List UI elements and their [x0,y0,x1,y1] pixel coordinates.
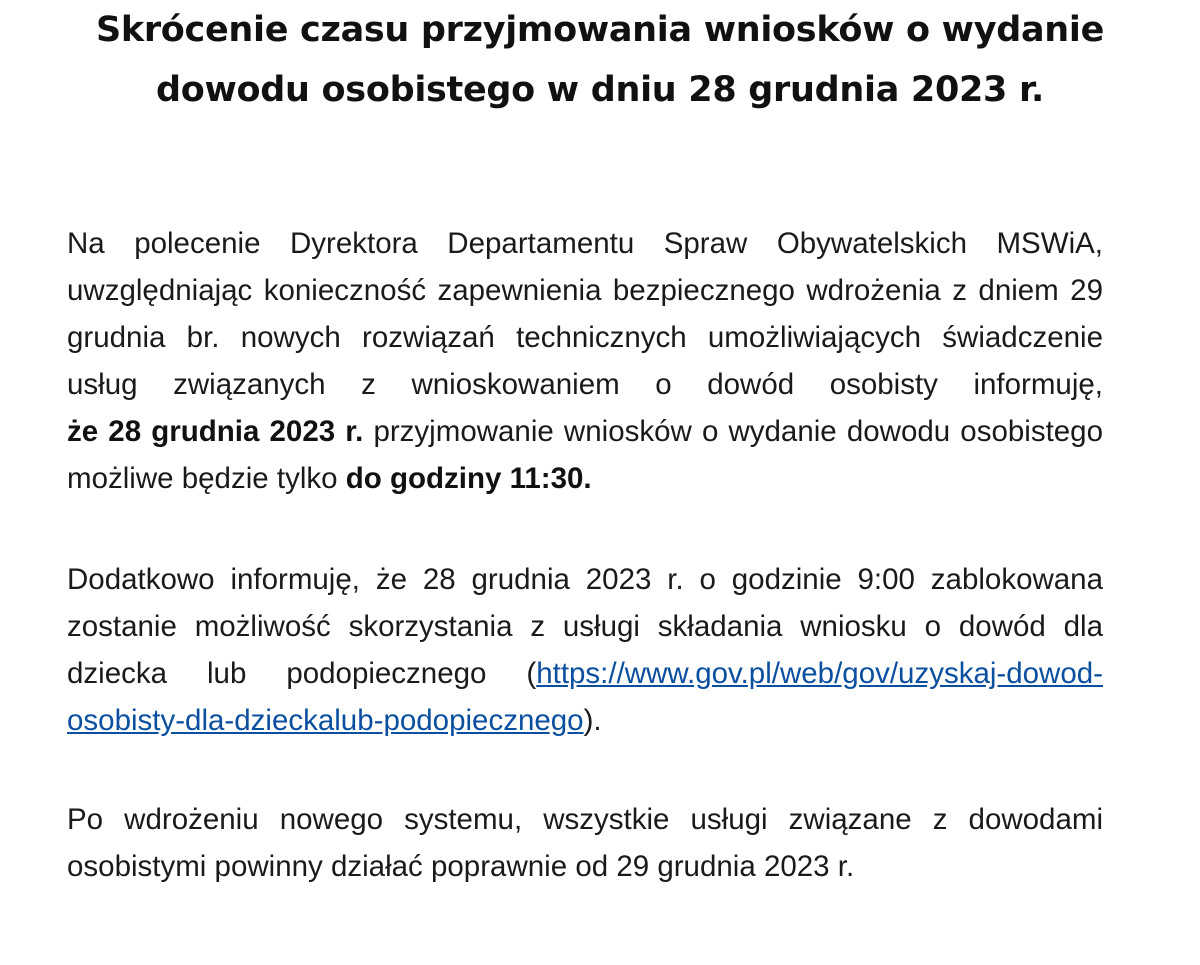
bold-date: że 28 grudnia 2023 r. [67,415,364,448]
paragraph-additional-info [67,556,1103,744]
paragraph-system-rollout [67,796,1103,890]
gov-service-link-part-2[interactable]: osobisty-dla-dzieckalub-podopiecznego [67,704,584,737]
paragraph-3-line-1: Po wdrożeniu nowego systemu, wszystkie usługi związane z dowodami [67,803,1103,836]
paragraph-1-line-5-rest: przyjmowanie wniosków o wydanie dowodu osobistego [363,415,1103,448]
paragraph-1-line-3: grudnia br. nowych rozwiązań technicznych umożliwiających świadczenie [67,321,1103,354]
paragraph-announcement [67,220,1103,502]
title-line-1: Skrócenie czasu przyjmowania wniosków o wydanie [95,10,1105,50]
bold-deadline: do godziny 11:30. [345,462,592,495]
paragraph-2-line-4-end: ). [583,704,602,737]
paragraph-1-line-6 [67,455,1103,502]
paragraph-1-line-6-start: możliwe będzie tylko [67,462,346,495]
paragraph-2-line-3-start: dziecka lub podopiecznego ( [67,657,537,690]
title-line-2: dowodu osobistego w dniu 28 grudnia 2023 r. [156,70,1044,110]
paragraph-2-line-4 [67,697,1103,744]
paragraph-1-line-1: Na polecenie Dyrektora Departamentu Spraw Obywatelskich MSWiA, [67,227,1103,260]
paragraph-2-line-2: zostanie możliwość skorzystania z usługi składania wniosku o dowód dla [67,610,1103,643]
paragraph-3-line-2: osobistymi powinny działać poprawnie od 29 grudnia 2023 r. [67,850,855,883]
paragraph-1-line-2: uwzględniając konieczność zapewnienia bezpiecznego wdrożenia z dniem 29 [67,274,1103,307]
paragraph-1-line-4: usług związanych z wnioskowaniem o dowód osobisty informuję, [67,368,1103,401]
paragraph-2-line-1: Dodatkowo informuję, że 28 grudnia 2023 r. o godzinie 9:00 zablokowana [67,563,1103,596]
gov-service-link-part-1[interactable]: https://www.gov.pl/web/gov/uzyskaj-dowod- [536,657,1103,690]
paragraph-2-line-3 [67,650,1103,697]
document-title [60,0,1140,120]
paragraph-1-line-5 [67,408,1103,455]
